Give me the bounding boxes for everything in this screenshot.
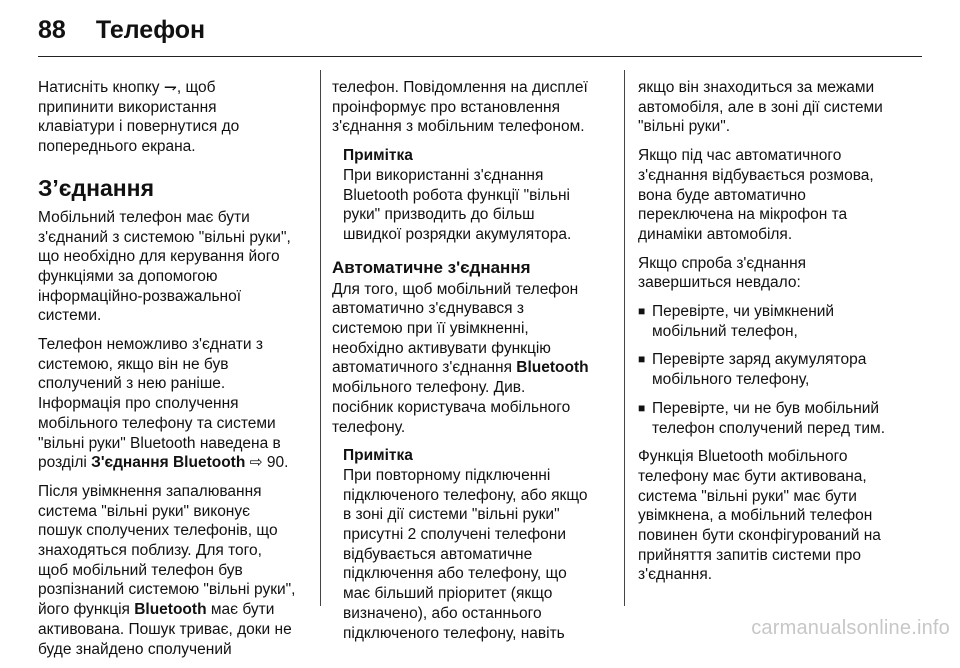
text-line: автоматично з'єднувався з bbox=[332, 300, 524, 318]
paragraph-auto-connection bbox=[332, 280, 614, 438]
text-line: повинен бути сконфігурований на bbox=[638, 527, 881, 545]
text-line: телефон. Повідомлення на дисплеї bbox=[332, 79, 588, 96]
text-line: підключеного телефону, або якщо bbox=[343, 486, 588, 504]
bluetooth-term: Bluetooth bbox=[516, 359, 589, 377]
text-line: проінформує про встановлення bbox=[332, 98, 560, 116]
page-header bbox=[38, 16, 205, 50]
note-title: Примітка bbox=[343, 147, 413, 165]
text-line: підключення або телефону, що bbox=[343, 565, 567, 583]
column-2 bbox=[332, 78, 614, 652]
text-line: клавіатури і повернутися до bbox=[38, 118, 240, 136]
text-line: з'єднання відбувається розмова, bbox=[638, 166, 874, 184]
column-divider-1 bbox=[320, 70, 321, 606]
column-1 bbox=[38, 78, 310, 668]
text-line: його функція bbox=[38, 601, 135, 619]
text-line: мобільний телефон, bbox=[652, 322, 798, 340]
text-line: Якщо під час автоматичного bbox=[638, 147, 842, 165]
text-line: Телефон неможливо з'єднати з bbox=[38, 336, 263, 354]
text-line: "вільні руки" Bluetooth наведена в bbox=[38, 434, 281, 452]
text-line: пошук сполучених телефонів, що bbox=[38, 522, 278, 540]
text-line: При використанні з'єднання bbox=[343, 166, 544, 184]
text-line: автомобіля, але в зоні дії системи bbox=[638, 98, 883, 116]
text-line: в зоні дії системи "вільні руки" bbox=[343, 506, 560, 524]
list-item bbox=[638, 399, 916, 438]
bluetooth-term: Bluetooth bbox=[134, 601, 207, 619]
text-line: телефон сполучений перед тим. bbox=[652, 419, 886, 437]
text-line: посібник користувача мобільного bbox=[332, 398, 571, 416]
text-line: Натисніть кнопку bbox=[38, 79, 160, 96]
text-line: Інформація про сполучення bbox=[38, 395, 239, 413]
text-line: Якщо спроба з'єднання bbox=[638, 254, 807, 272]
text-line: підключеного телефону, навіть bbox=[343, 624, 565, 642]
text-line: увімкнена, а мобільний телефон bbox=[638, 507, 873, 525]
text-line: Перевірте, чи увімкнений bbox=[652, 303, 835, 321]
text-line: Перевірте заряд акумулятора bbox=[652, 351, 867, 369]
text-line: мобільного телефону та системи bbox=[38, 414, 276, 432]
text-line: системою, якщо він не був bbox=[38, 355, 229, 373]
text-line: з'єднання з мобільним телефоном. bbox=[332, 118, 585, 136]
text-line: При повторному підключенні bbox=[343, 466, 551, 484]
text-line: мобільного телефону, bbox=[652, 371, 810, 389]
bullet-square-icon: ■ bbox=[638, 352, 646, 367]
text-line: Перевірте, чи не був мобільний bbox=[652, 399, 880, 417]
paragraph-pairing bbox=[38, 335, 310, 473]
text-line: система "вільні руки" виконує bbox=[38, 502, 251, 520]
text-line: Мобільний телефон має бути bbox=[38, 208, 250, 226]
list-item bbox=[638, 350, 916, 389]
text-line: системою при її увімкненні, bbox=[332, 320, 529, 338]
header-divider bbox=[38, 56, 922, 57]
text-line: вона буде автоматично bbox=[638, 186, 806, 204]
text-line: система "вільні руки" має бути bbox=[638, 487, 857, 505]
text-line: переключена на мікрофон та bbox=[638, 206, 848, 224]
text-line: має більший пріоритет (якщо bbox=[343, 585, 553, 603]
text-line: руки" призводить до більш bbox=[343, 206, 535, 224]
text-line: відбувається автоматичне bbox=[343, 545, 533, 563]
text-line: мобільного телефону. Див. bbox=[332, 379, 526, 397]
text-line: що необхідно для керування його bbox=[38, 248, 280, 266]
text-line: з'єднаний з системою "вільні руки", bbox=[38, 228, 291, 246]
bullet-square-icon: ■ bbox=[638, 304, 646, 319]
text-line: якщо він знаходиться за межами bbox=[638, 79, 875, 96]
text-line: телефону має бути активована, bbox=[638, 467, 867, 485]
column-3 bbox=[638, 78, 916, 594]
text-line: з'єднання. bbox=[638, 566, 713, 584]
note-title: Примітка bbox=[343, 447, 413, 465]
text-line: необхідно активувати функцію bbox=[332, 339, 551, 357]
text-line: швидкої розрядки акумулятора. bbox=[343, 225, 572, 243]
text-line: автоматичного з'єднання bbox=[332, 359, 517, 377]
text-line: функціями за допомогою bbox=[38, 267, 218, 285]
bluetooth-connection-link[interactable]: З'єднання Bluetooth bbox=[91, 454, 246, 472]
text-line: завершиться невдало: bbox=[638, 274, 801, 292]
text-line: динаміки автомобіля. bbox=[638, 225, 793, 243]
text-line: буде знайдено сполучений bbox=[38, 640, 232, 658]
text-line: присутні 2 сполучені телефони bbox=[343, 526, 567, 544]
text-line: припинити використання bbox=[38, 98, 217, 116]
text-line: Функція Bluetooth мобільного bbox=[638, 448, 848, 466]
text-line: системи. bbox=[38, 307, 102, 325]
paragraph-connection-intro bbox=[38, 208, 310, 326]
page-reference-icon: ⇨ bbox=[249, 454, 263, 472]
text-line: сполучений з нею раніше. bbox=[38, 375, 226, 393]
text-line: розділі bbox=[38, 454, 92, 472]
text-line: знаходяться поблизу. Для того, bbox=[38, 542, 262, 560]
text-line: Bluetooth робота функції "вільні bbox=[343, 186, 570, 204]
note-reconnection bbox=[343, 446, 614, 643]
list-item bbox=[638, 302, 916, 341]
page-reference: 90. bbox=[262, 454, 289, 472]
bullet-square-icon: ■ bbox=[638, 400, 646, 415]
column-divider-2 bbox=[624, 70, 625, 606]
text-line: інформаційно-розважальної bbox=[38, 287, 242, 305]
section-heading-auto-connection: Автоматичне з'єднання bbox=[332, 257, 531, 277]
return-arrow-icon: ⇁ bbox=[163, 79, 177, 96]
paragraph-return-instructions bbox=[38, 78, 310, 157]
page-title: Телефон bbox=[95, 16, 206, 44]
text-line: , щоб bbox=[176, 79, 216, 96]
paragraph-display-message bbox=[332, 78, 614, 137]
page-number: 88 bbox=[38, 16, 66, 44]
text-line: активована. Пошук триває, доки не bbox=[38, 620, 292, 638]
note-battery bbox=[343, 146, 614, 245]
text-line: щоб мобільний телефон був bbox=[38, 561, 243, 579]
text-line: розпізнаний системою "вільні руки", bbox=[38, 581, 296, 599]
paragraph-out-of-vehicle bbox=[638, 78, 916, 137]
text-line: визначено), або останнього bbox=[343, 604, 542, 622]
text-line: прийняття запитів системи про bbox=[638, 546, 862, 564]
text-line: телефону. bbox=[332, 418, 406, 436]
text-line: має бути bbox=[206, 601, 275, 619]
section-heading-connection: З’єднання bbox=[38, 174, 154, 201]
text-line: "вільні руки". bbox=[638, 118, 731, 136]
text-line: Після увімкнення запалювання bbox=[38, 482, 262, 500]
paragraph-bluetooth-requirements bbox=[638, 447, 916, 585]
text-line: попереднього екрана. bbox=[38, 138, 196, 156]
text-line: Для того, щоб мобільний телефон bbox=[332, 280, 579, 298]
paragraph-connection-failed bbox=[638, 254, 916, 293]
paragraph-call-transfer bbox=[638, 146, 916, 245]
watermark: carmanualsonline.info bbox=[751, 617, 950, 639]
paragraph-search bbox=[38, 482, 310, 659]
